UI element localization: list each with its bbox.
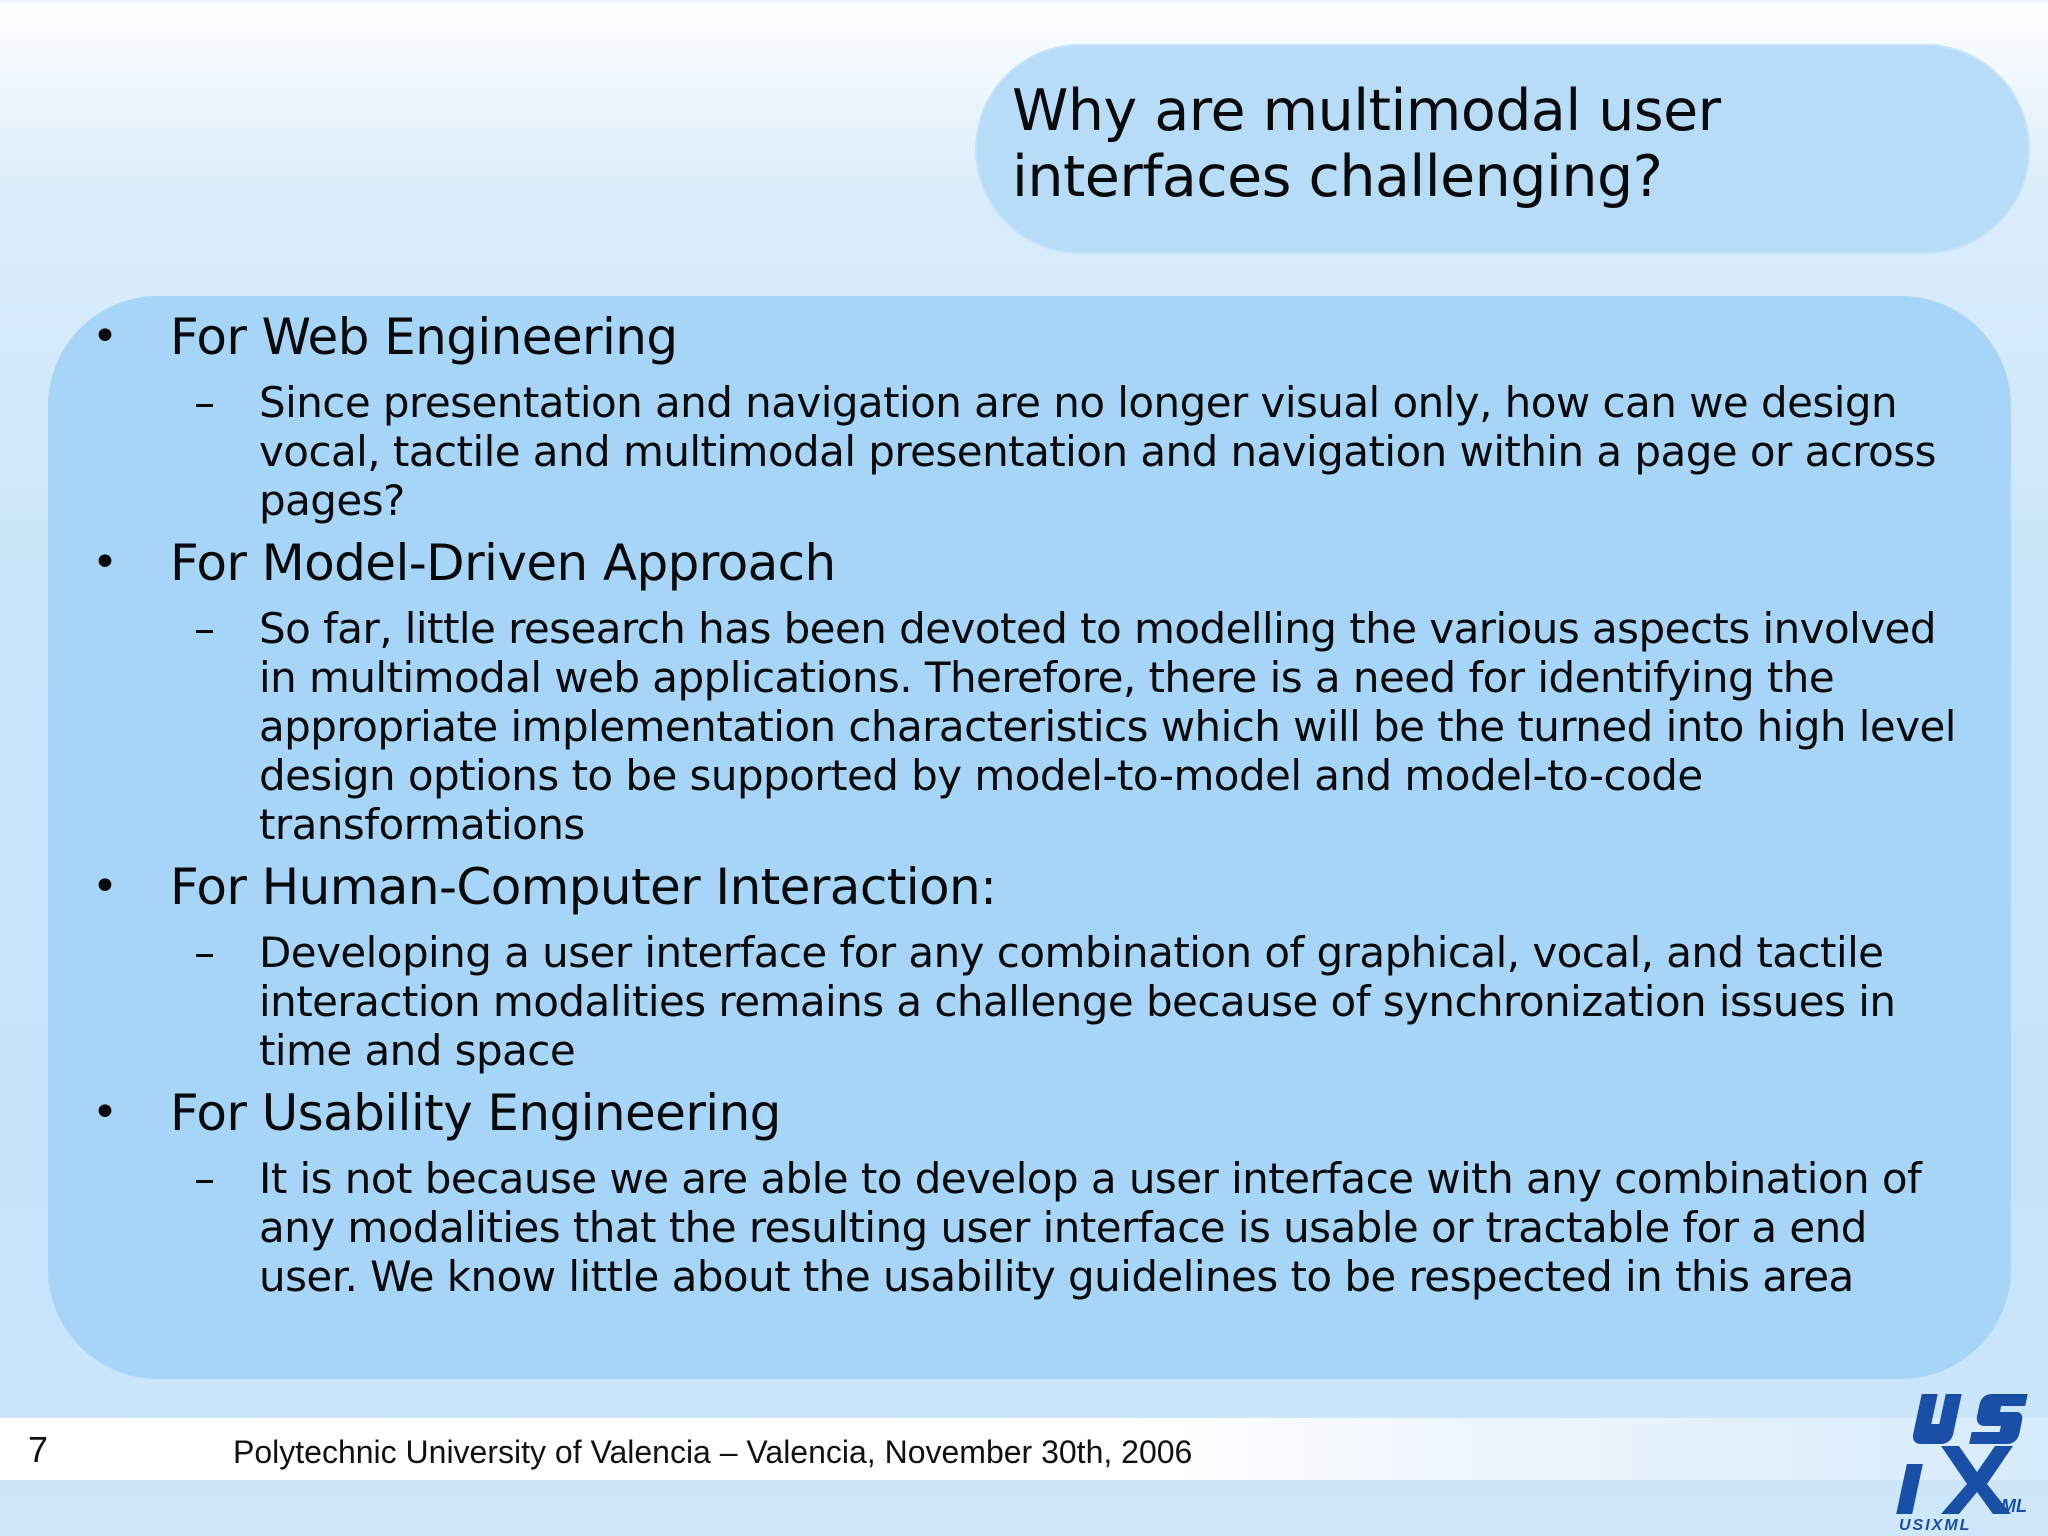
logo-letter-u — [1911, 1394, 1962, 1444]
logo-letter-s — [1969, 1394, 2028, 1444]
usixml-logo — [1893, 1388, 2043, 1532]
sub-bullet-text: It is not because we are able to develop a user interface with any combination of any modalities that the resulting user interface is usable or tractable for a end user. We know little about the usability guidelines to be respected in this area — [259, 1154, 1922, 1301]
slide-title: Why are multimodal user interfaces challenging? — [1012, 78, 1721, 210]
bullet-marker: • — [92, 311, 118, 362]
bullet-marker: • — [92, 1087, 118, 1138]
bullet-heading: For Human-Computer Interaction: — [170, 858, 997, 916]
sub-bullet-text: So far, little research has been devoted to modelling the various aspects involved in multimodal web applications. Therefore, there is a need for identifying the appropriate implementation characteristics which will be the turned into high level design options to be supported by model-to-model and model-to-code transformations — [259, 604, 1956, 849]
logo-letters-ml: ML — [2001, 1496, 2027, 1516]
bullet-heading: For Web Engineering — [170, 308, 678, 366]
sub-bullet-marker: – — [194, 604, 215, 653]
sub-bullet-marker: – — [194, 928, 215, 977]
bullet-marker: • — [92, 861, 118, 912]
page-number: 7 — [28, 1429, 49, 1470]
sub-bullet-marker: – — [194, 378, 215, 427]
sub-bullet-text: Developing a user interface for any combination of graphical, vocal, and tactile interaction modalities remains a challenge because of synchronization issues in time and space — [259, 928, 1896, 1075]
bullet-heading: For Usability Engineering — [170, 1084, 781, 1142]
sub-bullet-marker: – — [194, 1154, 215, 1203]
footer-text: Polytechnic University of Valencia – Valencia, November 30th, 2006 — [233, 1434, 1193, 1470]
logo-letter-i — [1896, 1464, 1923, 1514]
sub-bullet-text: Since presentation and navigation are no longer visual only, how can we design vocal, tactile and multimodal presentation and navigation within a page or across pages? — [259, 378, 1936, 525]
bullet-marker: • — [92, 537, 118, 588]
bullet-heading: For Model-Driven Approach — [170, 534, 836, 592]
logo-caption: USIXML — [1899, 1517, 1972, 1532]
top-rule — [0, 0, 2048, 3]
